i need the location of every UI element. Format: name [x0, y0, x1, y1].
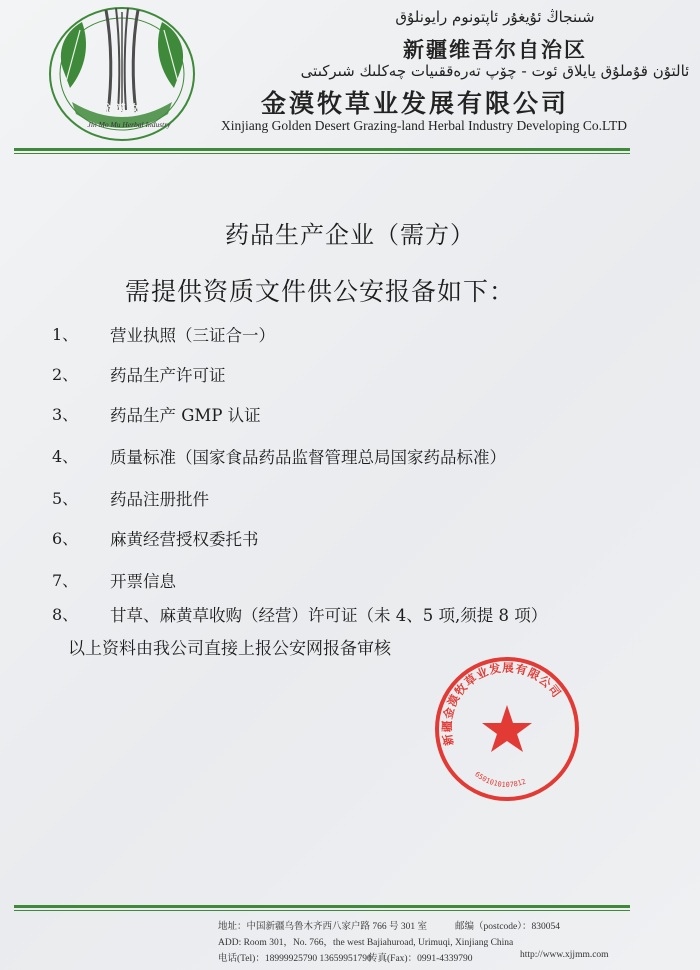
company-seal: [433, 655, 581, 803]
item-number: 7、: [52, 571, 79, 590]
list-item: [0, 362, 700, 392]
footer-divider-thin: [14, 910, 630, 911]
footer-postcode: 邮编（postcode）：830054: [455, 922, 561, 932]
item-text: 质量标准（国家食品药品监督管理总局国家药品标准）: [110, 448, 506, 467]
footer-address-en: ADD: Room 301，No. 766，the west Bajiahuroad, Urimuqi, Xinjiang China: [218, 938, 514, 948]
logo-text-cn: 金漠牧: [102, 104, 142, 115]
footer-tel: 电话(Tel)：18999925790 13659951790: [218, 954, 372, 964]
footer-website: http://www.xjjmm.com: [520, 950, 609, 960]
header-divider: [14, 148, 630, 151]
list-item: [0, 568, 700, 598]
list-item: [0, 486, 700, 516]
seal-ring-text: 新疆金漠牧草业发展有限公司: [439, 660, 565, 747]
header-divider-thin: [14, 153, 630, 154]
item-number: 5、: [52, 489, 79, 508]
region-name: 新疆维吾尔自治区: [403, 38, 587, 62]
item-text: 药品注册批件: [110, 490, 209, 509]
document-subtitle: 需提供资质文件供公安报备如下：: [124, 277, 515, 306]
item-number: 6、: [52, 529, 79, 548]
list-item: [0, 444, 700, 474]
item-number: 8、: [52, 605, 79, 624]
uyghur-company-line: ئالتۇن قۇملۇق يايلاق ئوت - چۆپ تەرەققىيات چەكلىك شىركىتى: [300, 62, 690, 80]
summary-statement: 以上资料由我公司直接上报公安网报备审核: [68, 639, 391, 659]
item-text: 药品生产 GMP 认证: [110, 406, 261, 425]
document-title: 药品生产企业（需方）: [225, 221, 475, 249]
item-number: 2、: [52, 365, 79, 384]
list-item: [0, 602, 700, 632]
item-number: 4、: [52, 447, 79, 466]
uyghur-region-line: شىنجاڭ ئۇيغۇر ئاپتونوم رايونلۇق: [395, 8, 595, 26]
footer-address-cn: 地址：中国新疆乌鲁木齐西八家户路 766 号 301 室: [218, 922, 428, 932]
item-text: 营业执照（三证合一）: [110, 326, 275, 345]
item-text: 麻黄经营授权委托书: [110, 530, 259, 549]
footer-divider: [14, 905, 630, 908]
company-name-en: Xinjiang Golden Desert Grazing-land Herbal Industry Developing Co.LTD: [221, 118, 627, 133]
list-item: [0, 322, 700, 352]
footer-fax: 传真(Fax)：0991-4339790: [368, 954, 473, 964]
item-number: 3、: [52, 405, 79, 424]
item-text: 开票信息: [110, 572, 176, 591]
item-text: 甘草、麻黄草收购（经营）许可证（未 4、5 项,须提 8 项）: [110, 606, 548, 625]
company-name-cn: 金漠牧草业发展有限公司: [260, 89, 569, 118]
list-item: [0, 526, 700, 556]
item-number: 1、: [52, 325, 79, 344]
star-icon: [482, 705, 532, 752]
item-text: 药品生产许可证: [110, 366, 226, 385]
logo-text-en: Jin Mo Mu Herbal Industry: [87, 120, 171, 129]
seal-code: 6501010107812: [473, 770, 527, 790]
list-item: [0, 402, 700, 432]
